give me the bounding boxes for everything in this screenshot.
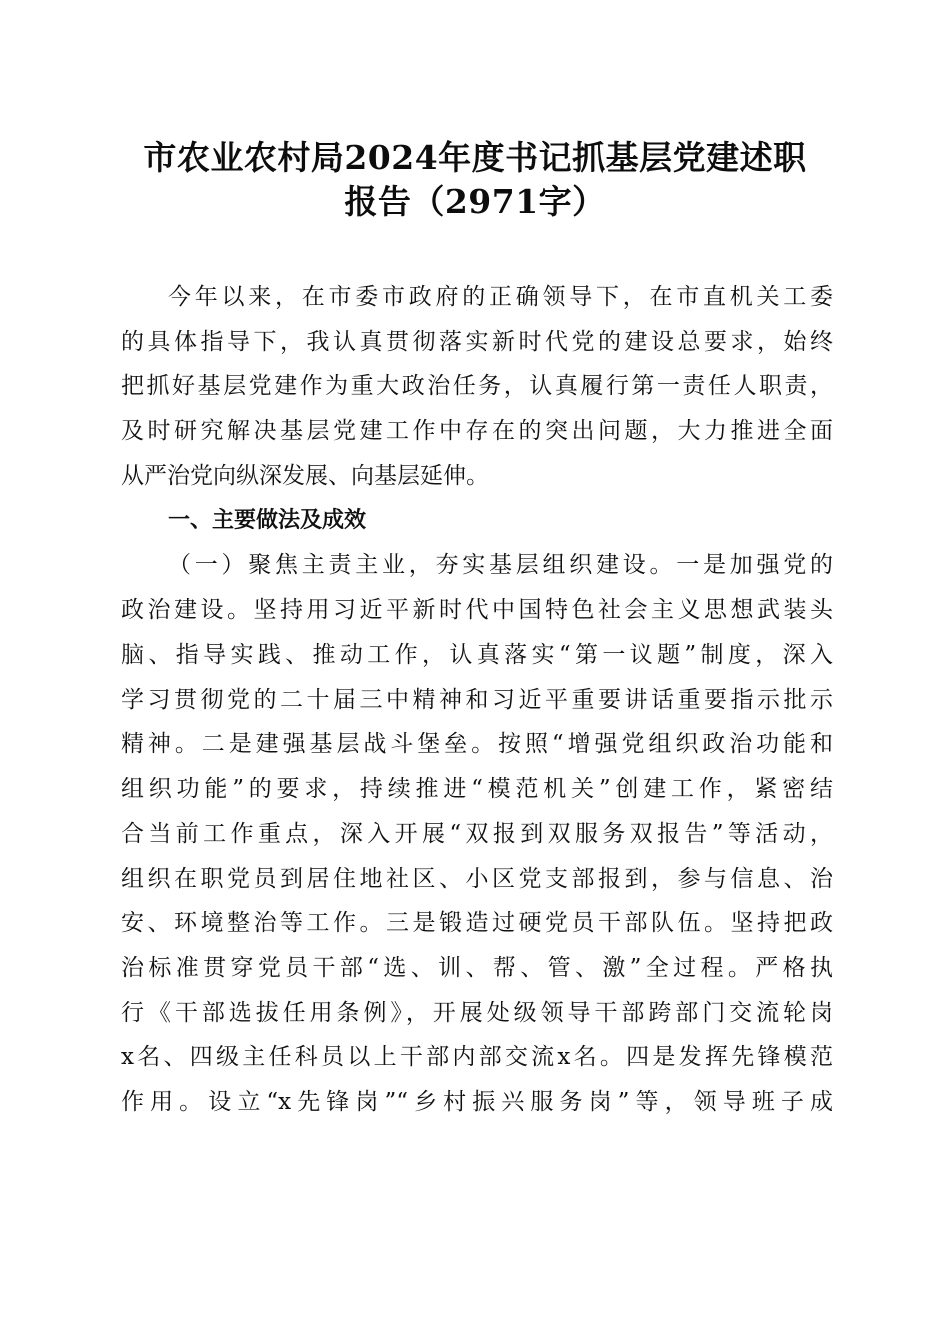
body-line: 精神。二是建强基层战斗堡垒。按照“增强党组织政治功能和: [121, 731, 833, 757]
title-line-2: 报告（2971字）: [344, 182, 606, 221]
intro-line: 把抓好基层党建作为重大政治任务，认真履行第一责任人职责，: [121, 373, 833, 399]
body-line: 学习贯彻党的二十届三中精神和习近平重要讲话重要指示批示: [121, 687, 833, 713]
body-line: 政治建设。坚持用习近平新时代中国特色社会主义思想武装头: [121, 597, 833, 623]
body-line: 安、环境整治等工作。三是锻造过硬党员干部队伍。坚持把政: [121, 910, 833, 936]
body-line: 组织在职党员到居住地社区、小区党支部报到，参与信息、治: [121, 866, 833, 892]
document-title: [100, 136, 850, 224]
body-line: 治标准贯穿党员干部“选、训、帮、管、激”全过程。严格执: [121, 955, 833, 981]
body-line: 组织功能”的要求，持续推进“模范机关”创建工作，紧密结: [121, 776, 833, 802]
section-heading: 一、主要做法及成效: [168, 508, 367, 533]
body-line: （一）聚焦主责主业，夯实基层组织建设。一是加强党的: [168, 552, 833, 578]
body-line: 作用。设立“x先锋岗”“乡村振兴服务岗”等，领导班子成: [121, 1089, 833, 1115]
body-line: 行《干部选拔任用条例》，开展处级领导干部跨部门交流轮岗: [121, 1000, 833, 1026]
body-line: 合当前工作重点，深入开展“双报到双服务双报告”等活动，: [121, 821, 833, 847]
intro-line: 及时研究解决基层党建工作中存在的突出问题，大力推进全面: [121, 418, 833, 444]
title-line-1: 市农业农村局2024年度书记抓基层党建述职: [143, 138, 807, 177]
body-line: 脑、指导实践、推动工作，认真落实“第一议题”制度，深入: [121, 642, 833, 668]
intro-line: 从严治党向纵深发展、向基层延伸。: [121, 463, 489, 489]
intro-line: 今年以来，在市委市政府的正确领导下，在市直机关工委: [168, 284, 833, 310]
intro-line: 的具体指导下，我认真贯彻落实新时代党的建设总要求，始终: [121, 329, 833, 355]
body-line: x名、四级主任科员以上干部内部交流x名。四是发挥先锋模范: [121, 1044, 833, 1070]
